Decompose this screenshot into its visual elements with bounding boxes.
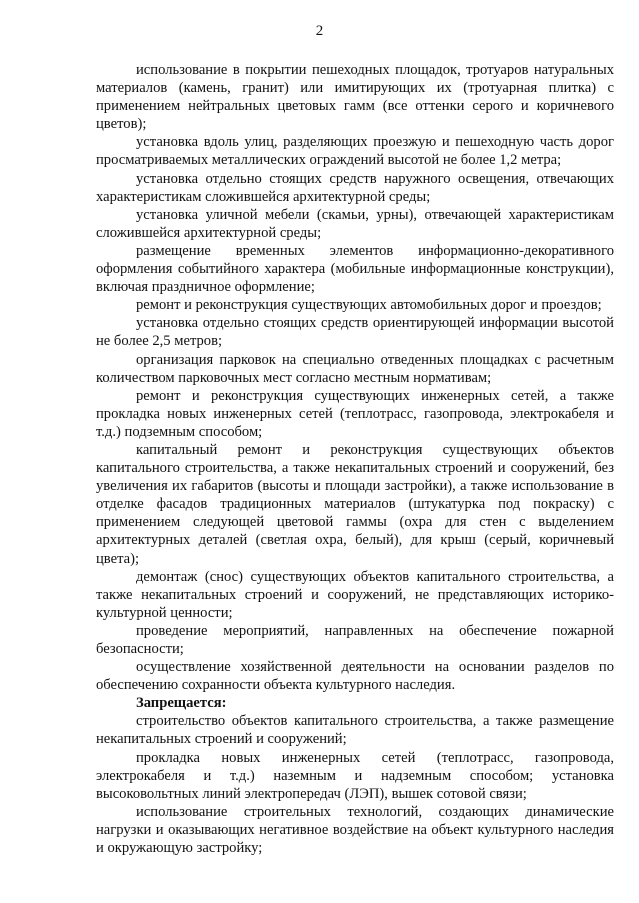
paragraph: установка уличной мебели (скамьи, урны), отвечающей характеристикам сложившейся архитектурной среды; [96, 206, 614, 241]
paragraph: проведение мероприятий, направленных на обеспечение пожарной безопасности; [96, 622, 614, 657]
paragraph: установка отдельно стоящих средств наружного освещения, отвечающих характеристикам сложившейся архитектурной среды; [96, 170, 614, 205]
document-body [96, 61, 614, 857]
paragraph: прокладка новых инженерных сетей (теплотрасс, газопровода, электрокабеля и т.д.) наземным и надземным способом; установка высоковольтных линий электропередач (ЛЭП), вышек сотовой связи; [96, 749, 614, 802]
paragraph: использование строительных технологий, создающих динамические нагрузки и оказывающих негативное воздействие на объект культурного наследия и окружающую застройку; [96, 803, 614, 857]
paragraph: ремонт и реконструкция существующих автомобильных дорог и проездов; [136, 297, 602, 314]
paragraph: организация парковок на специально отведенных площадках с расчетным количеством парковочных мест согласно местным нормативам; [96, 351, 614, 386]
section-heading: Запрещается: [136, 695, 227, 712]
paragraph: капитальный ремонт и реконструкция существующих объектов капитального строительства, а также некапитальных строений и сооружений, без увеличения их габаритов (высоты и площади застройки), а также использование в отделке фасадов традиционных материалов (штукатурка под покраску) с применением следующей цветовой гаммы (охра для стен с выделением архитектурных деталей (светлая охра, белый), для крыш (серый, коричневый цвета); [96, 441, 614, 567]
paragraph: установка отдельно стоящих средств ориентирующей информации высотой не более 2,5 метров; [96, 315, 614, 350]
paragraph: размещение временных элементов информационно-декоративного оформления событийного характера (мобильные информационные конструкции), включая праздничное оформление; [96, 242, 614, 296]
paragraph: использование в покрытии пешеходных площадок, тротуаров натуральных материалов (камень, гранит) или имитирующих их (тротуарная плитка) с применением нейтральных цветовых гамм (все оттенки серого и коричневого цветов); [96, 62, 614, 133]
paragraph: установка вдоль улиц, разделяющих проезжую и пешеходную часть дорог просматриваемых металлических ограждений высотой не более 1,2 метра; [96, 134, 614, 169]
paragraph: строительство объектов капитального строительства, а также размещение некапитальных строений и сооружений; [96, 713, 614, 748]
paragraph: ремонт и реконструкция существующих инженерных сетей, а также прокладка новых инженерных сетей (теплотрасс, газопровода, электрокабеля и т.д.) подземным способом; [96, 387, 614, 440]
paragraph: осуществление хозяйственной деятельности на основании разделов по обеспечению сохранности объекта культурного наследия. [96, 659, 614, 694]
page-number: 2 [315, 23, 324, 39]
paragraph: демонтаж (снос) существующих объектов капитального строительства, а также некапитальных строений и сооружений, не представляющих историко-культурной ценности; [96, 568, 614, 621]
